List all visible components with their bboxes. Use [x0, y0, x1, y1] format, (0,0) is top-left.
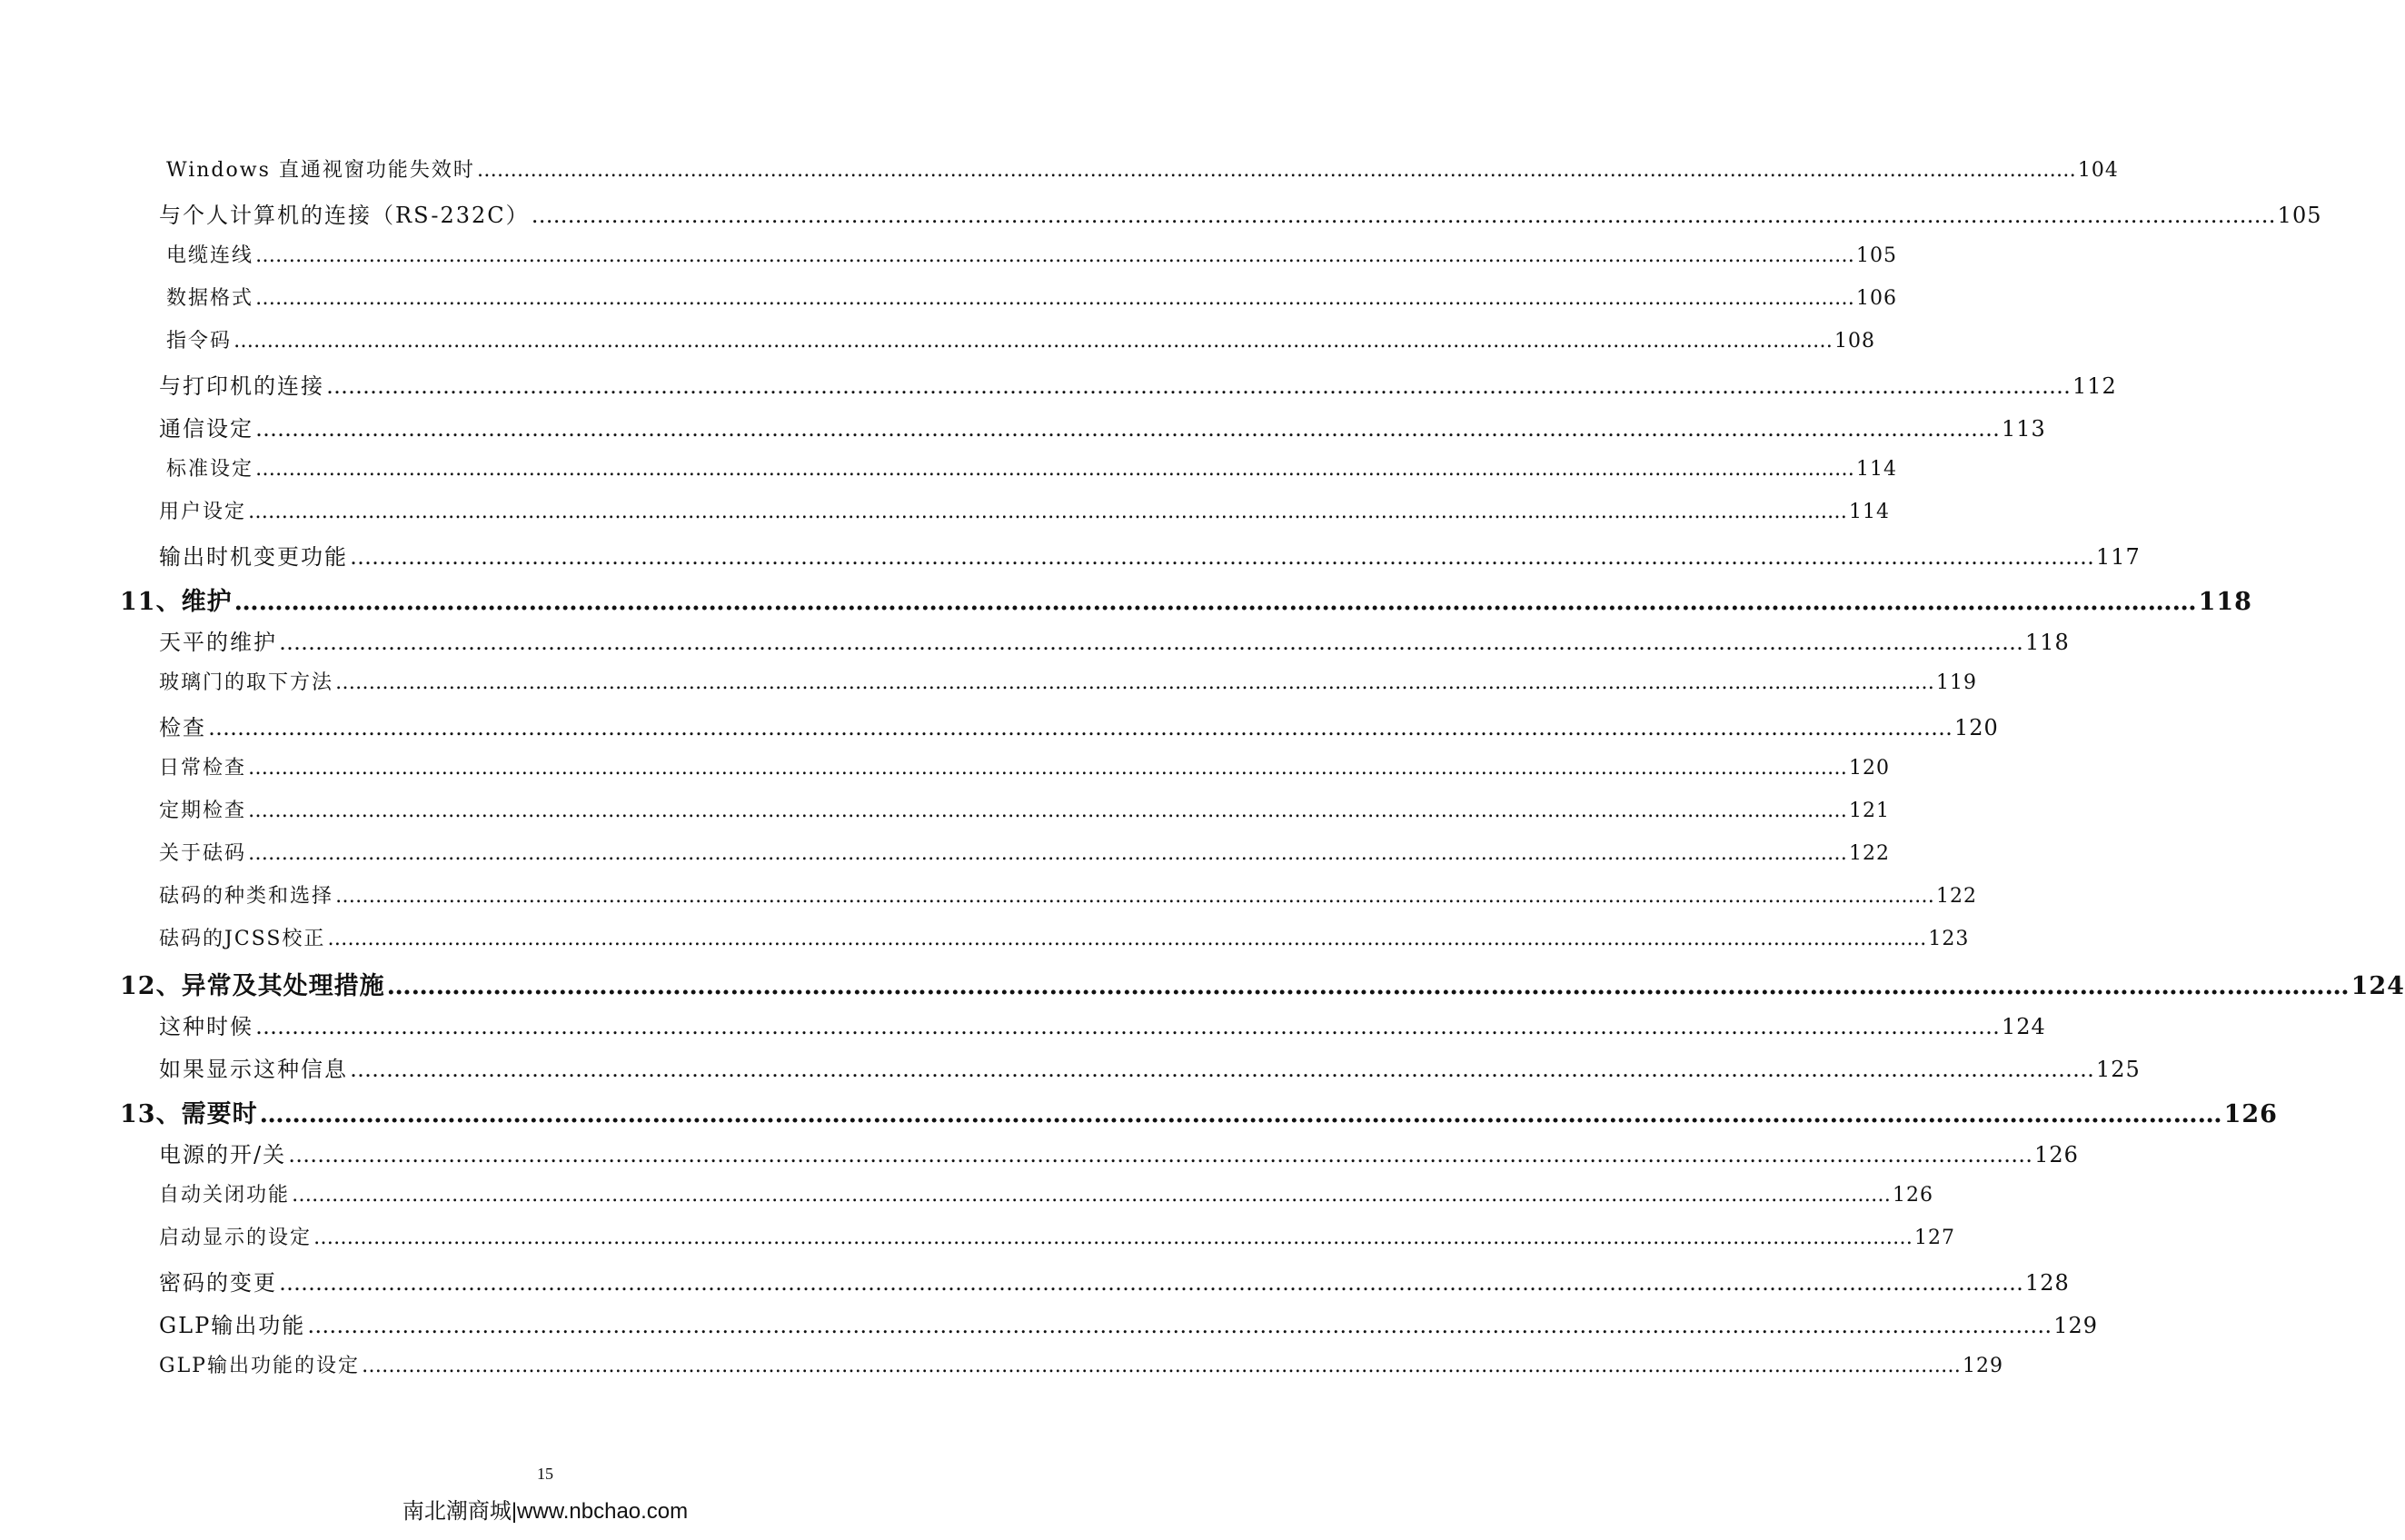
toc-entry-page: 104 [2077, 159, 2119, 182]
toc-entry-page: 127 [1914, 1227, 1956, 1249]
toc-leader-dots: …………………………………………………………………………………………………………………………………………………………………………………………………………………… [279, 1270, 2023, 1296]
toc-entry [0, 1051, 2141, 1094]
toc-entry-page: 122 [1849, 842, 1891, 865]
toc-entry-page: 105 [1856, 244, 1898, 267]
toc-entry [0, 752, 1891, 795]
toc-entry-title: 自动关闭功能 [159, 1184, 291, 1207]
toc-leader-dots: …………………………………………………………………………………………………………………………………………………………………………………………………………………… [335, 671, 1935, 694]
toc-entry-title: 11、维护 [120, 588, 233, 616]
toc-entry-title: 密码的变更 [159, 1270, 277, 1296]
toc-leader-dots: …………………………………………………………………………………………………………………………………………………………………………………………………………………… [255, 1014, 2000, 1039]
toc-entry [0, 368, 2117, 411]
toc-entry [0, 624, 2070, 667]
toc-leader-dots: …………………………………………………………………………………………………………………………………………………………………………………………………………………… [313, 1227, 1913, 1249]
toc-entry-page: 122 [1936, 885, 1978, 908]
toc-entry [0, 1094, 2278, 1137]
toc-entry-title: 电源的开/关 [159, 1142, 287, 1167]
toc-leader-dots: …………………………………………………………………………………………………………………………………………………………………………………………………………………… [248, 800, 1848, 822]
toc-entry-title: 天平的维护 [159, 630, 277, 655]
toc-entry [0, 453, 1898, 496]
toc-entry-title: 通信设定 [159, 416, 253, 442]
toc-entry-title: Windows 直通视窗功能失效时 [166, 159, 475, 182]
toc-entry-page: 119 [1936, 671, 1978, 694]
toc-leader-dots: …………………………………………………………………………………………………………………………………………………………………………………………………………………… [234, 588, 2197, 616]
toc-leader-dots: …………………………………………………………………………………………………………………………………………………………………………………………………………………… [292, 1184, 1892, 1207]
toc-entry-page: 105 [2277, 203, 2322, 228]
toc-entry [0, 197, 2322, 240]
toc-leader-dots: …………………………………………………………………………………………………………………………………………………………………………………………………………………… [259, 1100, 2222, 1128]
toc-entry-title: 电缆连线 [166, 244, 254, 267]
toc-leader-dots: …………………………………………………………………………………………………………………………………………………………………………………………………………………… [288, 1142, 2033, 1167]
toc-entry-title: 与个人计算机的连接（RS-232C） [159, 203, 530, 228]
toc-entry [0, 539, 2141, 581]
toc-leader-dots: …………………………………………………………………………………………………………………………………………………………………………………………………………………… [386, 972, 2350, 1000]
toc-leader-dots: …………………………………………………………………………………………………………………………………………………………………………………………………………………… [350, 1057, 2094, 1082]
toc-entry [0, 496, 1891, 539]
toc-entry [0, 795, 1891, 838]
toc-entry-page: 112 [2072, 373, 2117, 399]
toc-leader-dots: …………………………………………………………………………………………………………………………………………………………………………………………………………………… [279, 630, 2023, 655]
toc-entry-page: 106 [1856, 287, 1898, 310]
toc-entry [0, 667, 1978, 710]
toc-leader-dots: …………………………………………………………………………………………………………………………………………………………………………………………………………………… [255, 287, 1855, 310]
toc-entry-title: 玻璃门的取下方法 [159, 671, 334, 694]
toc-entry-page: 118 [2025, 630, 2070, 655]
toc-leader-dots: …………………………………………………………………………………………………………………………………………………………………………………………………………………… [362, 1355, 1961, 1377]
toc-entry-title: 启动显示的设定 [159, 1227, 313, 1249]
toc-entry-title: GLP输出功能 [159, 1313, 306, 1338]
toc-entry [0, 1008, 2046, 1051]
toc-leader-dots: …………………………………………………………………………………………………………………………………………………………………………………………………………………… [476, 159, 2076, 182]
toc-entry-page: 126 [1893, 1184, 1934, 1207]
toc-entry-title: 这种时候 [159, 1014, 253, 1039]
toc-entry [0, 838, 1891, 880]
toc-entry-page: 124 [2002, 1014, 2046, 1039]
toc-leader-dots: …………………………………………………………………………………………………………………………………………………………………………………………………………………… [531, 203, 2276, 228]
toc-leader-dots: …………………………………………………………………………………………………………………………………………………………………………………………………………………… [248, 501, 1848, 523]
toc-entry-title: 砝码的种类和选择 [159, 885, 334, 908]
toc-entry-page: 118 [2198, 588, 2252, 616]
toc-leader-dots: …………………………………………………………………………………………………………………………………………………………………………………………………………………… [350, 544, 2094, 570]
toc-entry [0, 1350, 2003, 1393]
toc-entry-page: 114 [1849, 501, 1891, 523]
toc-entry-page: 117 [2096, 544, 2141, 570]
toc-leader-dots: …………………………………………………………………………………………………………………………………………………………………………………………………………………… [255, 416, 2000, 442]
toc-entry-page: 120 [1954, 715, 1999, 740]
toc-entry-title: 检查 [159, 715, 206, 740]
toc-entry-title: 标准设定 [166, 458, 254, 481]
toc-entry [0, 1179, 1934, 1222]
toc-entry [0, 1307, 2099, 1350]
toc-entry [0, 411, 2046, 453]
toc-entry-title: 如果显示这种信息 [159, 1057, 348, 1082]
toc-leader-dots: …………………………………………………………………………………………………………………………………………………………………………………………………………………… [307, 1313, 2052, 1338]
toc-leader-dots: …………………………………………………………………………………………………………………………………………………………………………………………………………………… [208, 715, 1953, 740]
footer-watermark: 南北潮商城|www.nbchao.com [402, 1499, 689, 1524]
toc-entry-title: 定期检查 [159, 800, 247, 822]
toc-leader-dots: …………………………………………………………………………………………………………………………………………………………………………………………………………………… [255, 244, 1855, 267]
toc-entry-page: 114 [1856, 458, 1898, 481]
toc-entry-page: 121 [1849, 800, 1891, 822]
toc-entry [0, 1137, 2079, 1179]
toc-entry [0, 923, 1970, 966]
toc-entry-page: 108 [1834, 330, 1876, 353]
toc-leader-dots: …………………………………………………………………………………………………………………………………………………………………………………………………………………… [335, 885, 1935, 908]
toc-entry-title: 指令码 [166, 330, 233, 353]
toc-entry [0, 154, 2119, 197]
toc-entry-page: 113 [2002, 416, 2046, 442]
toc-entry-page: 126 [2034, 1142, 2079, 1167]
toc-entry [0, 283, 1898, 325]
toc-entry [0, 581, 2252, 624]
toc-entry-title: 数据格式 [166, 287, 254, 310]
toc-entry-title: 关于砝码 [159, 842, 247, 865]
toc-entry [0, 710, 1999, 752]
toc-leader-dots: …………………………………………………………………………………………………………………………………………………………………………………………………………………… [326, 373, 2071, 399]
toc-entry-title: 用户设定 [159, 501, 247, 523]
toc-entry-title: 砝码的JCSS校正 [159, 928, 326, 950]
toc-leader-dots: …………………………………………………………………………………………………………………………………………………………………………………………………………………… [248, 757, 1848, 780]
toc-entry-page: 126 [2223, 1100, 2278, 1128]
toc-entry-title: 与打印机的连接 [159, 373, 324, 399]
toc-entry-page: 129 [1963, 1355, 2003, 1377]
page-number: 15 [537, 1465, 553, 1483]
toc-entry-page: 128 [2025, 1270, 2070, 1296]
toc-entry-page: 124 [2350, 972, 2405, 1000]
toc-entry [0, 966, 2405, 1008]
table-of-contents [0, 154, 2405, 1393]
toc-entry-page: 123 [1928, 928, 1970, 950]
toc-entry [0, 240, 1898, 283]
toc-leader-dots: …………………………………………………………………………………………………………………………………………………………………………………………………………………… [248, 842, 1848, 865]
toc-entry-page: 125 [2096, 1057, 2141, 1082]
toc-leader-dots: …………………………………………………………………………………………………………………………………………………………………………………………………………………… [327, 928, 1927, 950]
toc-entry [0, 880, 1978, 923]
toc-leader-dots: …………………………………………………………………………………………………………………………………………………………………………………………………………………… [255, 458, 1855, 481]
toc-entry-page: 129 [2053, 1313, 2099, 1338]
toc-leader-dots: …………………………………………………………………………………………………………………………………………………………………………………………………………………… [234, 330, 1834, 353]
toc-entry-title: GLP输出功能的设定 [159, 1355, 360, 1377]
toc-entry-title: 12、异常及其处理措施 [120, 972, 385, 1000]
toc-entry [0, 325, 1876, 368]
toc-entry-title: 13、需要时 [120, 1100, 258, 1128]
toc-entry [0, 1222, 1956, 1265]
toc-entry-title: 输出时机变更功能 [159, 544, 348, 570]
toc-entry-title: 日常检查 [159, 757, 247, 780]
toc-entry-page: 120 [1849, 757, 1891, 780]
toc-entry [0, 1265, 2070, 1307]
